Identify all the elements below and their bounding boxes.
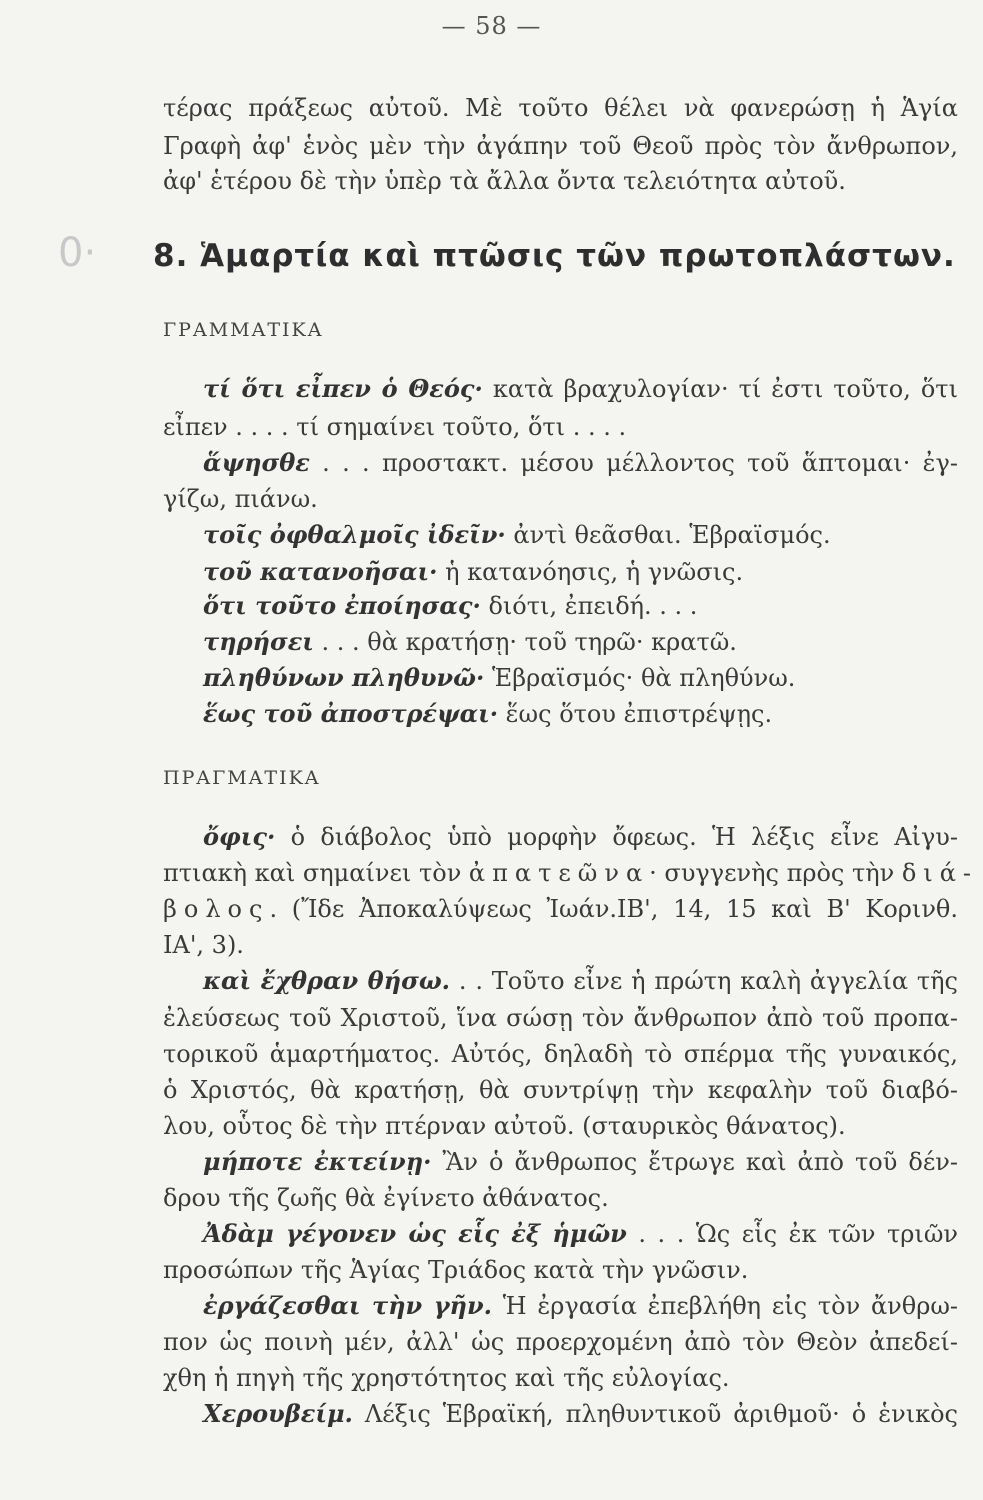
gloss-entry-3 [203, 520, 958, 550]
gloss-entry-6 [203, 627, 958, 657]
note-text: . . . Ὡς εἷς ἐκ τῶν τριῶν [626, 1220, 958, 1248]
section-title: 8. Ἁμαρτία καὶ πτῶσις τῶν πρωτοπλάστων. [153, 238, 956, 274]
note-entry-2 [203, 966, 958, 996]
note-entry-1-line-3 [163, 894, 958, 924]
intro-line-1: τέρας πράξεως αὐτοῦ. Μὲ τοῦτο θέλει νὰ φανερώσῃ ἡ Ἁγία [163, 94, 958, 122]
note-entry-6 [203, 1399, 958, 1429]
note-term: Ἀδὰμ γέγονεν ὡς εἷς ἐξ ἡμῶν [203, 1219, 627, 1248]
note-entry-1-line-4: ΙΑ', 3). [163, 931, 244, 959]
note-text: . . Τοῦτο εἶνε ἡ πρώτη καλὴ ἀγγελία τῆς [450, 967, 958, 995]
gloss-entry-4 [203, 557, 958, 587]
gloss-entry-5 [203, 591, 958, 621]
note-entry-2-line-4: ὁ Χριστός, θὰ κρατήσῃ, θὰ συντρίψῃ τὴν κεφαλὴν τοῦ διαβό- [163, 1076, 958, 1104]
gloss-term: πληθύνων πληθυνῶ· [203, 663, 485, 692]
note-entry-1 [203, 822, 958, 852]
intro-line-3: ἀφ' ἑτέρου δὲ τὴν ὑπὲρ τὰ ἄλλα ὄντα τελειότητα αὐτοῦ. [163, 167, 846, 195]
spaced-word: ἀπατεῶνα [468, 859, 650, 887]
gloss-text: ἕως ὅτου ἐπιστρέψῃς. [498, 700, 773, 728]
spaced-word: διά- [901, 859, 979, 887]
gloss-text: ἡ κατανόησις, ἡ γνῶσις. [437, 558, 744, 586]
gloss-term: ἅψησθε [203, 448, 310, 477]
note-term: ὄφις· [203, 822, 276, 851]
note-term: Χερουβείμ. [203, 1399, 353, 1428]
note-entry-3 [203, 1147, 958, 1177]
gloss-term: τοῖς ὀφθαλμοῖς ἰδεῖν· [203, 520, 506, 549]
note-entry-2-line-2: ἐλεύσεως τοῦ Χριστοῦ, ἵνα σώσῃ τὸν ἄνθρωπον ἀπὸ τοῦ προπα- [163, 1004, 958, 1032]
gloss-entry-2-cont: γίζω, πιάνω. [163, 485, 318, 513]
gloss-text: κατὰ βραχυλογίαν· τί ἐστι τοῦτο, ὅτι [482, 375, 958, 403]
note-term: ἐργάζεσθαι τὴν γῆν. [203, 1291, 492, 1320]
gloss-term: τηρήσει [203, 627, 314, 656]
note-entry-5-line-3: χθη ἡ πηγὴ τῆς χρηστότητος καὶ τῆς εὐλογίας. [163, 1364, 730, 1392]
gloss-term: ἕως τοῦ ἀποστρέψαι· [203, 699, 499, 728]
note-text: Ἡ ἐργασία ἐπεβλήθη εἰς τὸν ἄνθρω- [492, 1292, 958, 1320]
gloss-entry-1 [203, 374, 958, 404]
note-text: . (Ἴδε Ἀποκαλύψεως Ἰωάν.ΙΒ', 14, 15 καὶ Β' Κορινθ. [269, 895, 958, 923]
gloss-entry-2 [203, 448, 958, 478]
gloss-text: ἀντὶ θεᾶσθαι. Ἑβραϊσμός. [505, 521, 831, 549]
spaced-word: βολος [163, 895, 270, 923]
note-text: Λέξις Ἑβραϊκή, πληθυντικοῦ ἀριθμοῦ· ὁ ἑνικὸς [352, 1400, 958, 1428]
note-term: μήποτε ἐκτείνῃ· [203, 1147, 432, 1176]
note-entry-3-line-2: δρου τῆς ζωῆς θὰ ἐγίνετο ἀθάνατος. [163, 1184, 609, 1212]
note-entry-4-line-2: προσώπων τῆς Ἁγίας Τριάδος κατὰ τὴν γνῶσιν. [163, 1256, 749, 1284]
note-entry-4 [203, 1219, 958, 1249]
gloss-term: ὅτι τοῦτο ἐποίησας· [203, 591, 481, 620]
note-entry-5 [203, 1291, 958, 1321]
note-term: καὶ ἔχθραν θήσω. [203, 966, 451, 995]
note-entry-1-line-2 [163, 858, 979, 888]
gloss-text: Ἑβραϊσμός· θὰ πληθύνω. [484, 664, 796, 692]
note-entry-2-line-3: τορικοῦ ἁμαρτήματος. Αὐτός, δηλαδὴ τὸ σπέρμα τῆς γυναικός, [163, 1040, 958, 1068]
note-text: ὁ διάβολος ὑπὸ μορφὴν ὄφεως. Ἡ λέξις εἶνε Αἰγυ- [275, 823, 958, 851]
margin-pencil-mark: 0· [58, 230, 97, 276]
gloss-term: τοῦ κατανοῆσαι· [203, 557, 438, 586]
gloss-term: τί ὅτι εἶπεν ὁ Θεός· [203, 374, 483, 403]
page-number: — 58 — [441, 12, 542, 40]
note-entry-5-line-2: πον ὡς ποινὴ μέν, ἀλλ' ὡς προερχομένη ἀπὸ τὸν Θεὸν ἀπεδεί- [163, 1328, 958, 1356]
gloss-entry-7 [203, 663, 958, 693]
grammatika-heading: ΓΡΑΜΜΑΤΙΚΑ [163, 319, 324, 341]
note-text: πτιακὴ καὶ σημαίνει τὸν [163, 859, 469, 887]
gloss-text: διότι, ἐπειδή. . . . [480, 592, 698, 620]
gloss-text: . . . προστακτ. μέσου μέλλοντος τοῦ ἅπτομαι· ἐγ- [309, 449, 958, 477]
note-text: Ἂν ὁ ἄνθρωπος ἔτρωγε καὶ ἀπὸ τοῦ δέν- [431, 1148, 958, 1176]
intro-line-2: Γραφὴ ἀφ' ἑνὸς μὲν τὴν ἀγάπην τοῦ Θεοῦ πρὸς τὸν ἄνθρωπον, [163, 132, 958, 160]
gloss-text: . . . θὰ κρατήσῃ· τοῦ τηρῶ· κρατῶ. [313, 628, 737, 656]
note-entry-2-line-5: λου, οὗτος δὲ τὴν πτέρναν αὐτοῦ. (σταυρικὸς θάνατος). [163, 1112, 846, 1140]
note-text: · συγγενὴς πρὸς τὴν [649, 859, 902, 887]
gloss-entry-8 [203, 699, 958, 729]
gloss-entry-1-cont: εἶπεν . . . . τί σημαίνει τοῦτο, ὅτι . . . . [163, 413, 627, 441]
pragmatika-heading: ΠΡΑΓΜΑΤΙΚΑ [163, 767, 321, 789]
